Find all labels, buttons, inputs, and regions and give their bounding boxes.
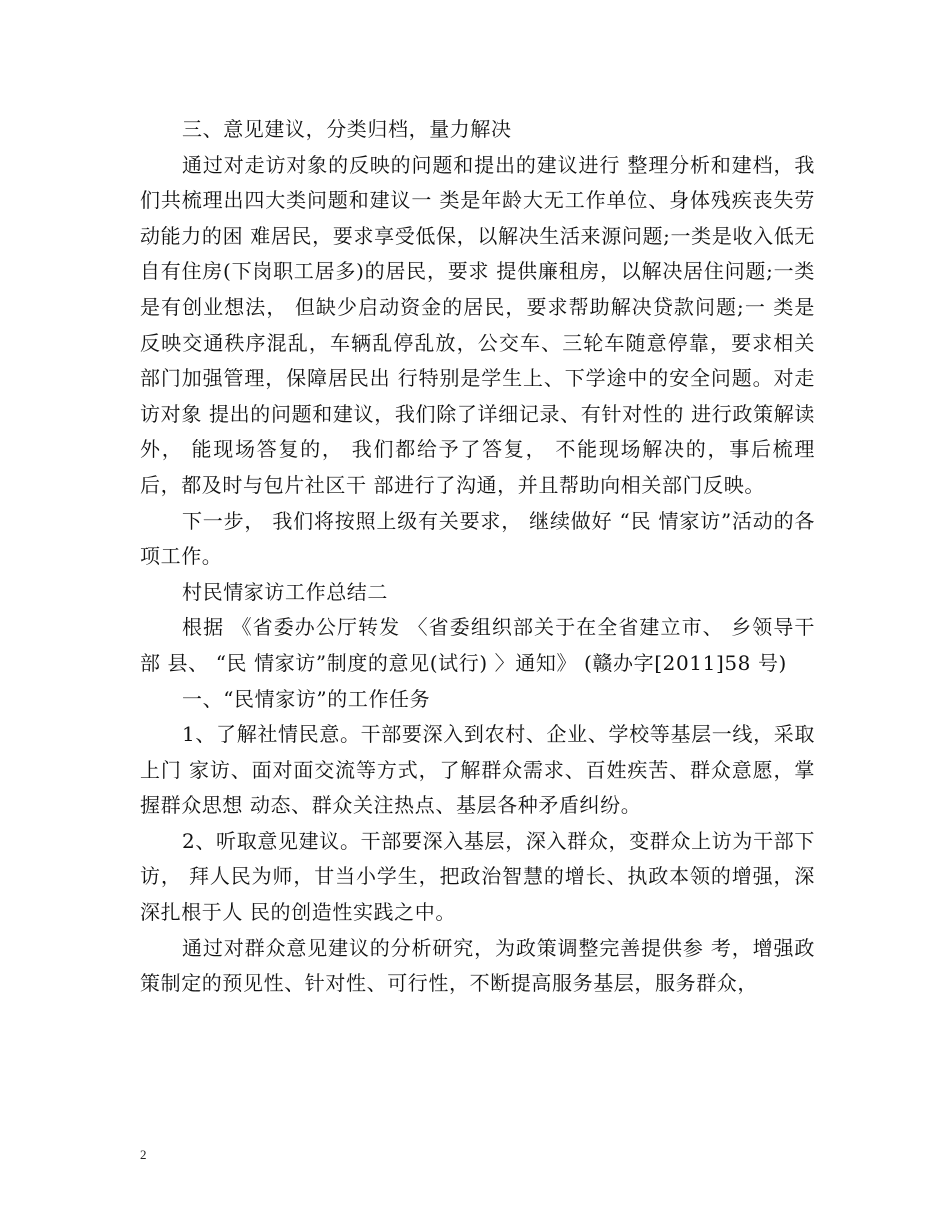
document-subtitle: 村民情家访工作总结二 — [182, 579, 388, 604]
body-paragraph: 2、听取意见建议。干部要深入基层，深入群众，变群众上访为干部下访， 拜人民为师，甘当小学生，把政治智慧的增长、执政本领的增强，深深扎根于人 民的创造性实践之中。 — [140, 828, 815, 925]
body-paragraph: 1、了解社情民意。干部要深入到农村、企业、学校等基层一线，采取上门 家访、面对面交流等方式，了解群众需求、百姓疾苦、群众意愿，掌握群众思想 动态、群众关注热点、基层各种矛盾纠纷。 — [140, 722, 815, 818]
document-body — [140, 112, 815, 1002]
body-paragraph: 下一步， 我们将按照上级有关要求， 继续做好 “民 情家访”活动的各项工作。 — [140, 508, 815, 569]
section-heading: 三、意见建议，分类归档，量力解决 — [182, 117, 512, 141]
body-paragraph: 通过对群众意见建议的分析研究，为政策调整完善提供参 考，增强政策制定的预见性、针对性、可行性，不断提高服务基层，服务群众， — [140, 935, 815, 996]
body-paragraph: 通过对走访对象的反映的问题和提出的建议进行 整理分析和建档，我们共梳理出四大类问题和建议一 类是年龄大无工作单位、身体残疾丧失劳动能力的困 难居民，要求享受低保，以解决生活来源问题;一类是收入低无自有住房(下岗职工居多)的居民，要求 提供廉租房，以解决居住问题;一类是有创业想法， 但缺少启动资金的居民，要求帮助解决贷款问题;一 类是反映交通秩序混乱，车辆乱停乱放，公交车、三轮车随意停靠，要求相关部门加强管理，保障居民出 行特别是学生上、下学途中的安全问题。对走访对象 提出的问题和建议，我们除了详细记录、有针对性的 进行政策解读外， 能现场答复的， 我们都给予了答复， 不能现场解决的，事后梳理后，都及时与包片社区干 部进行了沟通，并且帮助向相关部门反映。 — [140, 152, 815, 497]
page-number: 2 — [140, 1147, 147, 1162]
section-heading: 一、“民情家访”的工作任务 — [182, 686, 431, 711]
body-paragraph: 根据 《省委办公厅转发 〈省委组织部关于在全省建立市、 乡领导干部 县、 “民 情家访”制度的意见(试行) 〉通知》 (赣办字[2011]58 号) — [140, 615, 815, 675]
